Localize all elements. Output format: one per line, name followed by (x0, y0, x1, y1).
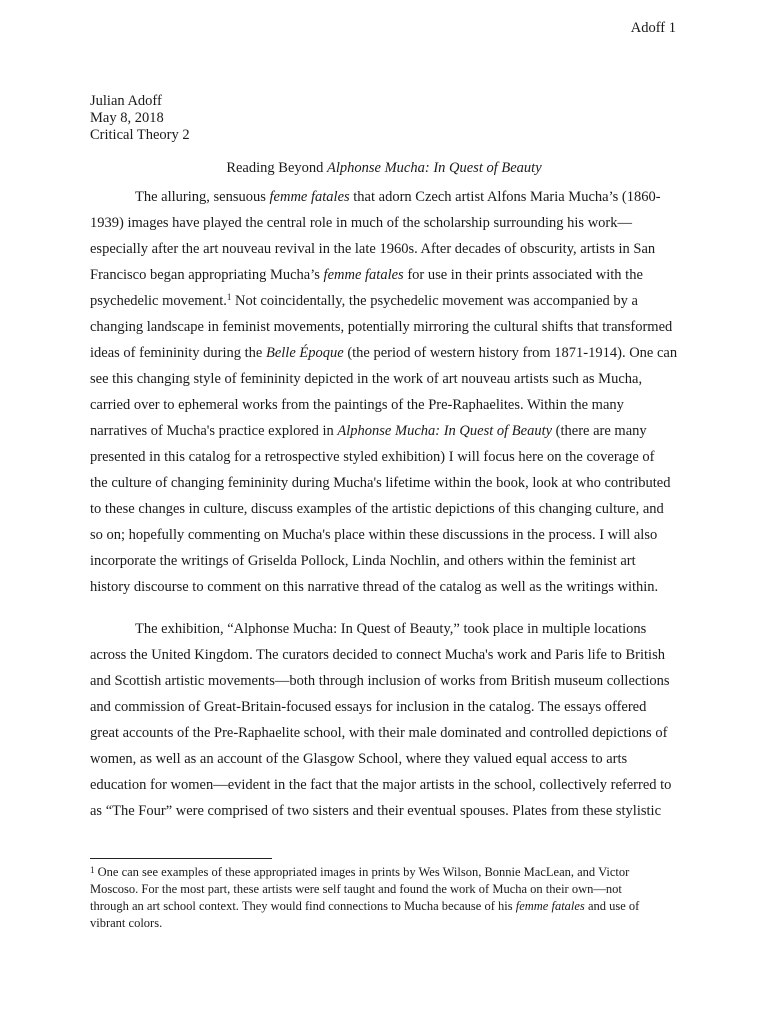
text-line: as “The Four” were comprised of two sisters and their eventual spouses. Plates from these stylistic (90, 803, 662, 819)
footnote-mark: 1 (90, 865, 95, 875)
footnote-line (90, 898, 639, 915)
italic-term: Belle Époque (265, 345, 344, 361)
italic-term: femme fatales (269, 189, 350, 205)
italic-title: Alphonse Mucha: In Quest of Beauty (337, 423, 553, 439)
text-span: for use in their prints associated with the (403, 267, 643, 283)
title-italic: Alphonse Mucha: In Quest of Beauty (327, 160, 542, 176)
text-line (90, 184, 690, 210)
text-line: incorporate the writings of Griselda Pollock, Linda Nochlin, and others within the feminist art (90, 553, 636, 569)
paragraph-2 (90, 616, 690, 824)
italic-term: femme fatales (515, 899, 585, 913)
text-span: (the period of western history from 1871-1914). One can (343, 345, 678, 361)
paragraph-1 (90, 184, 690, 600)
text-span: through an art school context. They would find connections to Mucha because of his (90, 899, 516, 913)
text-span: Not coincidentally, the psychedelic movement was accompanied by a (231, 293, 638, 309)
text-line: and commission of Great-Britain-focused essays for inclusion in the catalog. The essays offered (90, 699, 647, 715)
text-span: narratives of Mucha's practice explored in (90, 423, 338, 439)
text-line: especially after the art nouveau revival in the late 1960s. After decades of obscurity, artists in San (90, 241, 656, 257)
paper-title (90, 159, 678, 177)
course-name: Critical Theory 2 (90, 127, 190, 143)
text-line (90, 418, 690, 444)
text-span: (there are many (552, 423, 647, 439)
footnote-line: Moscoso. For the most part, these artists were self taught and found the work of Mucha on their own—not (90, 882, 622, 896)
text-line: to these changes in culture, discuss examples of the artistic depictions of this changing culture, and (90, 501, 664, 517)
text-line: women, as well as an account of the Glasgow School, where they valued equal access to arts (90, 751, 628, 767)
text-line (90, 262, 690, 288)
footnote-reference[interactable]: 1 (226, 292, 232, 302)
text-span: ideas of femininity during the (90, 345, 266, 361)
text-line (90, 340, 690, 366)
author-name: Julian Adoff (90, 93, 162, 109)
text-span: One can see examples of these appropriated images in prints by Wes Wilson, Bonnie MacLean, and Victor (94, 865, 630, 879)
footnote-1 (90, 864, 639, 932)
italic-term: femme fatales (323, 267, 404, 283)
text-line (90, 288, 690, 314)
date: May 8, 2018 (90, 110, 164, 126)
footnote-line (90, 864, 639, 881)
text-line: and Scottish artistic movements—both through inclusion of works from British museum collections (90, 673, 670, 689)
text-line: presented in this catalog for a retrospective styled exhibition) I will focus here on the coverage of (90, 449, 655, 465)
footnote-line: vibrant colors. (90, 916, 163, 930)
text-line: education for women—evident in the fact that the major artists in the school, collectively referred to (90, 777, 672, 793)
text-line: carried over to ephemeral works from the paintings of the Pre-Raphaelites. Within the many (90, 397, 624, 413)
text-line: The exhibition, “Alphonse Mucha: In Quest of Beauty,” took place in multiple locations (135, 621, 647, 637)
text-line: great accounts of the Pre-Raphaelite school, with their male dominated and controlled depictions of (90, 725, 668, 741)
text-span: that adorn Czech artist Alfons Maria Mucha’s (1860- (349, 189, 661, 205)
text-line: history discourse to comment on this narrative thread of the catalog as well as the writings within. (90, 579, 659, 595)
text-span: and use of (584, 899, 640, 913)
text-span: psychedelic movement. (90, 293, 227, 309)
text-span: The alluring, sensuous (135, 189, 270, 205)
text-line: see this changing style of femininity depicted in the work of art nouveau artists such as Mucha, (90, 371, 643, 387)
text-line: across the United Kingdom. The curators decided to connect Mucha's work and Paris life to British (90, 647, 665, 663)
text-line: 1939) images have played the central role in much of the scholarship surrounding his work— (90, 215, 633, 231)
mla-heading (90, 93, 190, 144)
running-head: Adoff 1 (630, 20, 676, 36)
text-line: so on; hopefully commenting on Mucha's place within these discussions in the process. I will also (90, 527, 658, 543)
footnote-separator (90, 858, 272, 859)
title-prefix: Reading Beyond (226, 160, 328, 176)
text-span: Francisco began appropriating Mucha’s (90, 267, 324, 283)
text-line: the culture of changing femininity during Mucha's lifetime within the book, look at who contributed (90, 475, 671, 491)
text-line: changing landscape in feminist movements, potentially mirroring the cultural shifts that transformed (90, 319, 673, 335)
